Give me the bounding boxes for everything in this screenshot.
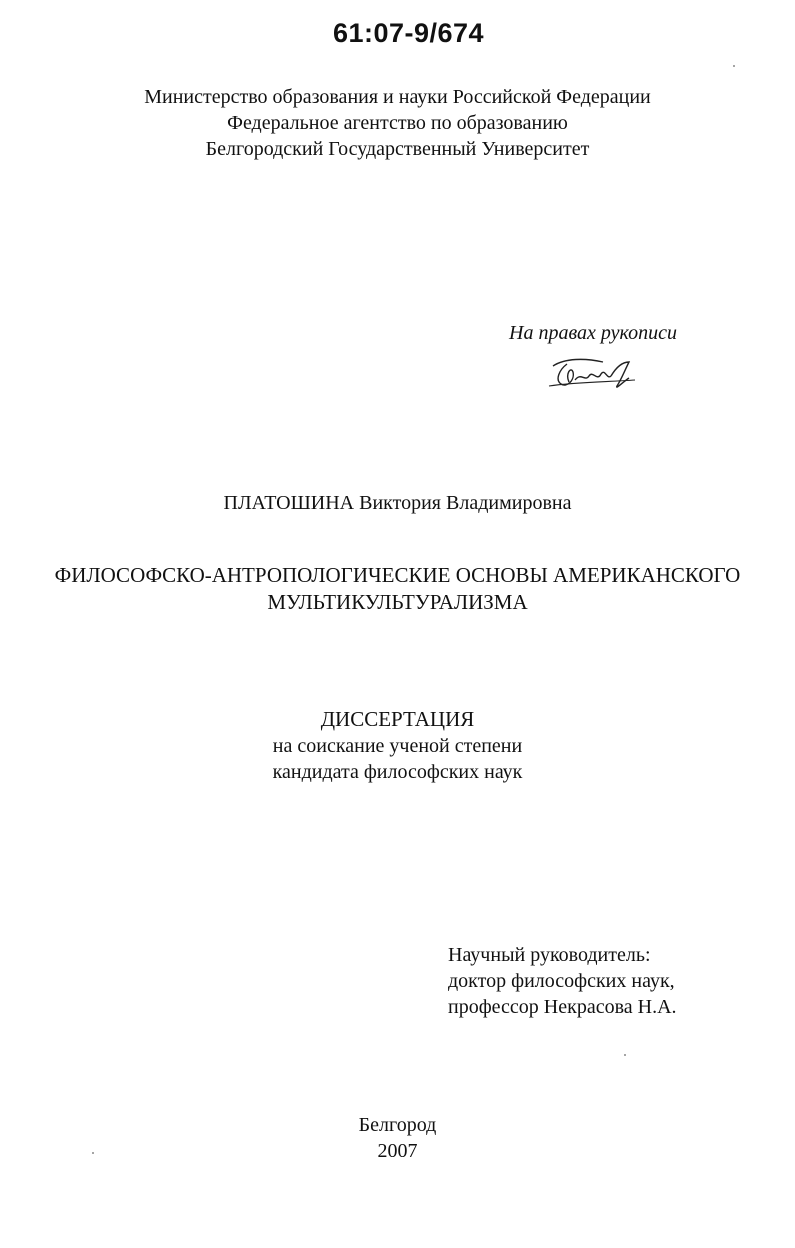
work-type-heading: ДИССЕРТАЦИЯ xyxy=(320,707,475,731)
author-name: ПЛАТОШИНА Виктория Владимировна xyxy=(223,492,572,514)
title-line-1: ФИЛОСОФСКО-АНТРОПОЛОГИЧЕСКИЕ ОСНОВЫ АМЕРИКАНСКОГО xyxy=(54,563,741,587)
degree-line-1: на соискание ученой степени xyxy=(272,735,523,757)
university-line: Белгородский Государственный Университет xyxy=(205,138,590,160)
scan-speck xyxy=(624,1054,626,1056)
work-type-block xyxy=(0,706,795,785)
degree-line-2: кандидата философских наук xyxy=(272,761,523,783)
place: Белгород xyxy=(358,1114,437,1136)
archive-code: 61:07-9/674 xyxy=(332,18,485,48)
ministry-line: Министерство образования и науки Российской Федерации xyxy=(144,86,651,108)
imprint-block xyxy=(0,1112,795,1164)
author-block xyxy=(0,490,795,516)
dissertation-title xyxy=(0,562,795,616)
scan-speck xyxy=(733,65,735,67)
advisor-block xyxy=(448,942,677,1020)
signature-icon xyxy=(545,352,645,392)
year: 2007 xyxy=(377,1140,418,1162)
rights-note: На правах рукописи xyxy=(509,322,677,344)
agency-line: Федеральное агентство по образованию xyxy=(227,112,568,134)
advisor-line-2: доктор философских наук, xyxy=(448,970,675,992)
scan-speck xyxy=(92,1152,94,1154)
title-line-2: МУЛЬТИКУЛЬТУРАЛИЗМА xyxy=(267,590,528,614)
institution-header xyxy=(0,84,795,162)
advisor-line-1: Научный руководитель: xyxy=(448,944,651,966)
advisor-line-3: профессор Некрасова Н.А. xyxy=(448,996,677,1018)
